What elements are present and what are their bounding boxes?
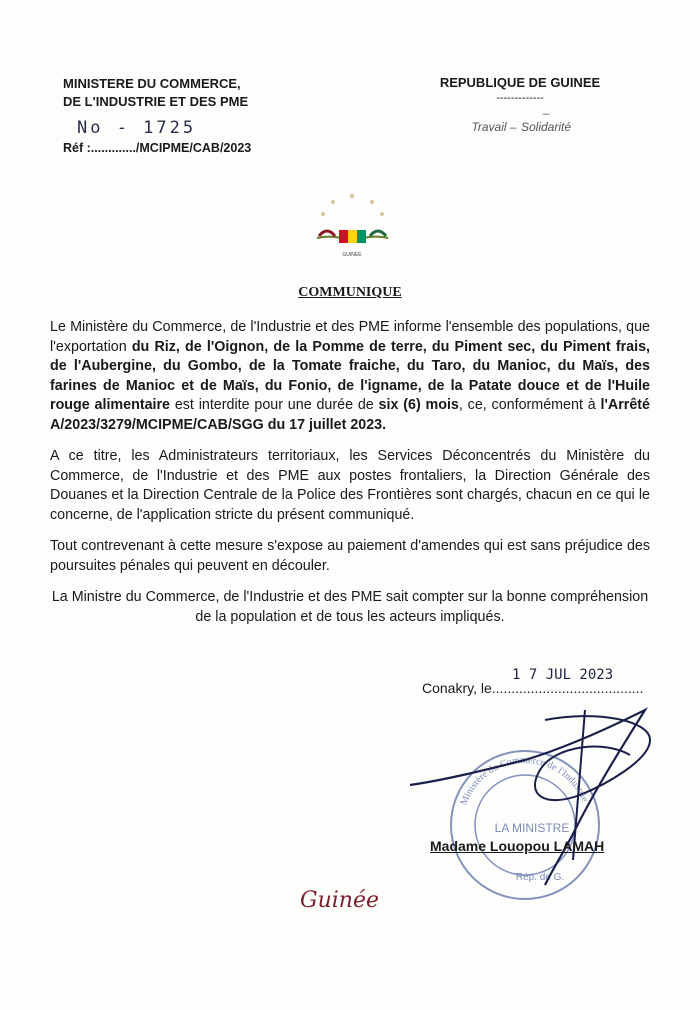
paragraph-3: Tout contrevenant à cette mesure s'expose au paiement d'amendes qui est sans préjudice des poursuites pénales qui peuvent en découler. [50, 538, 650, 574]
guinee-logo: Guinée [300, 888, 379, 913]
p1-text-a: Le Ministère du Commerce, de l'Industrie et des PME informe l'ensemble des populations, que l'exportation [50, 319, 650, 355]
paragraph-1 [50, 318, 650, 435]
header-separator: ------------- [496, 92, 544, 104]
republic-title: REPUBLIQUE DE GUINEE [439, 75, 601, 90]
paragraph-4: La Ministre du Commerce, de l'Industrie et des PME sait compter sur la bonne compréhension de la population et de tous les acteurs impliqués. [51, 589, 649, 625]
national-motto [425, 106, 615, 134]
ministry-header [63, 75, 323, 157]
stamp-bottom-text: Rép. de G. [515, 872, 565, 883]
stamp-center-text: LA MINISTRE [494, 821, 570, 835]
p1-duration: six (6) mois [378, 397, 459, 413]
page-title: COMMUNIQUE [298, 285, 402, 300]
p1-decree: l'Arrêté A/2023/3279/MCIPME/CAB/SGG du 17 juillet 2023. [50, 397, 650, 433]
reference-line: Réf :............./MCIPME/CAB/2023 [63, 141, 252, 155]
signatory-name: Madame Louopou LAMAH [430, 838, 605, 854]
communique-body [50, 318, 650, 639]
p1-products: du Riz, de l'Oignon, de la Pomme de terre, du Piment sec, du Piment frais, de l'Aubergine, du Gombo, de la Tomate fraiche, du Taro, du Manioc, du Maïs, des farines de Manioc et de Maïs, du Fonio, de l'igname, de la Patate douce et de l'Huile rouge alimentaire [50, 338, 650, 413]
guinea-emblem [305, 190, 400, 265]
document-number: No - 1725 [77, 118, 197, 138]
stamp-ring-text: Ministère du Commerce de l'Industrie [458, 754, 591, 807]
ministry-line-1: MINISTERE DU COMMERCE, [63, 76, 241, 91]
motto-right: – Solidarité [520, 106, 572, 134]
ministry-line-2: DE L'INDUSTRIE ET DES PME [63, 94, 249, 109]
p1-text-c: est interdite pour une durée de [170, 397, 379, 413]
date-stamp: 1 7 JUL 2023 [512, 667, 614, 683]
emblem-caption: GUINEE [342, 252, 362, 258]
place-date-line [422, 667, 644, 696]
motto-left: Travail – [471, 120, 517, 134]
handwritten-signature [405, 700, 665, 890]
p1-text-e: , ce, conformément à [458, 397, 601, 413]
paragraph-2: A ce titre, les Administrateurs territoriaux, les Services Déconcentrés du Ministère du Commerce, de l'Industrie et des PME aux postes frontaliers, la Direction Générale des Douanes et la Direction Centrale de la Police des Frontières sont chargés, chacun en ce qui le concerne, de l'application stricte du présent communiqué. [50, 448, 650, 523]
republic-header [425, 75, 615, 134]
place-text: Conakry, le....................................... [422, 680, 644, 696]
